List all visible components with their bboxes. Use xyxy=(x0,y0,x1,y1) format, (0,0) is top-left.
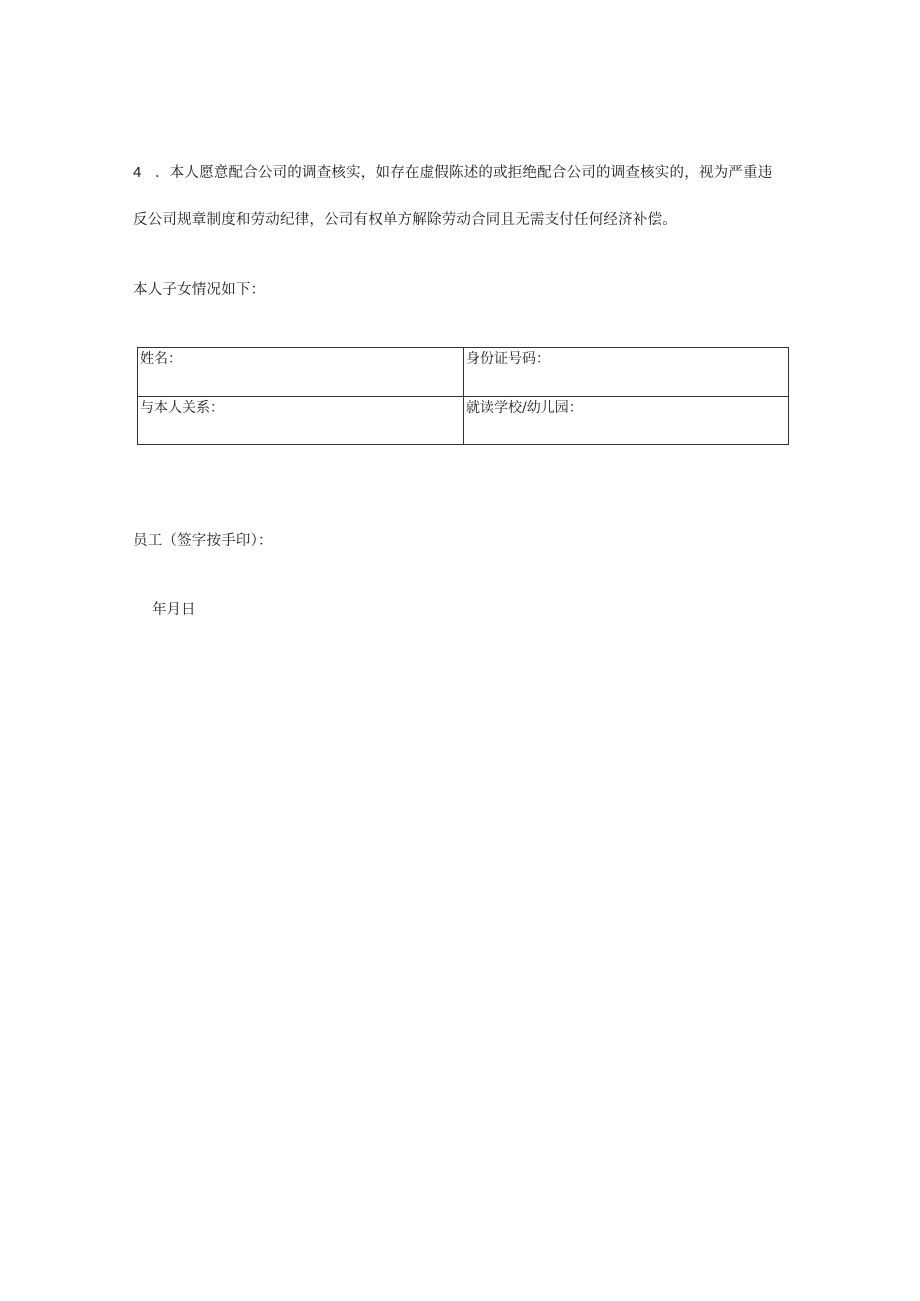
clause-4-line-1 xyxy=(133,163,772,183)
table-row xyxy=(138,396,789,445)
school-field-cell[interactable] xyxy=(464,396,789,445)
name-field-cell[interactable] xyxy=(138,348,464,397)
relation-field-cell[interactable] xyxy=(138,396,464,445)
id-number-label: 身份证号码： xyxy=(466,351,550,367)
table-row xyxy=(138,348,789,397)
children-info-table xyxy=(137,347,789,445)
children-intro: 本人子女情况如下： xyxy=(133,282,266,298)
clause-4-line-2: 反公司规章制度和劳动纪律，公司有权单方解除劳动合同且无需支付任何经济补偿。 xyxy=(133,212,677,228)
relation-label: 与本人关系： xyxy=(140,399,224,416)
signature-label: 员工（签字按手印）： xyxy=(133,533,273,549)
clause-number: 4 xyxy=(133,164,142,181)
id-number-field-cell[interactable] xyxy=(464,348,789,397)
name-label: 姓名： xyxy=(140,351,182,367)
date-label: 年月日 xyxy=(152,602,196,618)
clause-4-text-line-1: ．本人愿意配合公司的调查核实，如存在虚假陈述的或拒绝配合公司的调查核实的，视为严重违 xyxy=(155,165,773,181)
school-label: 就读学校/幼儿园： xyxy=(466,399,583,416)
